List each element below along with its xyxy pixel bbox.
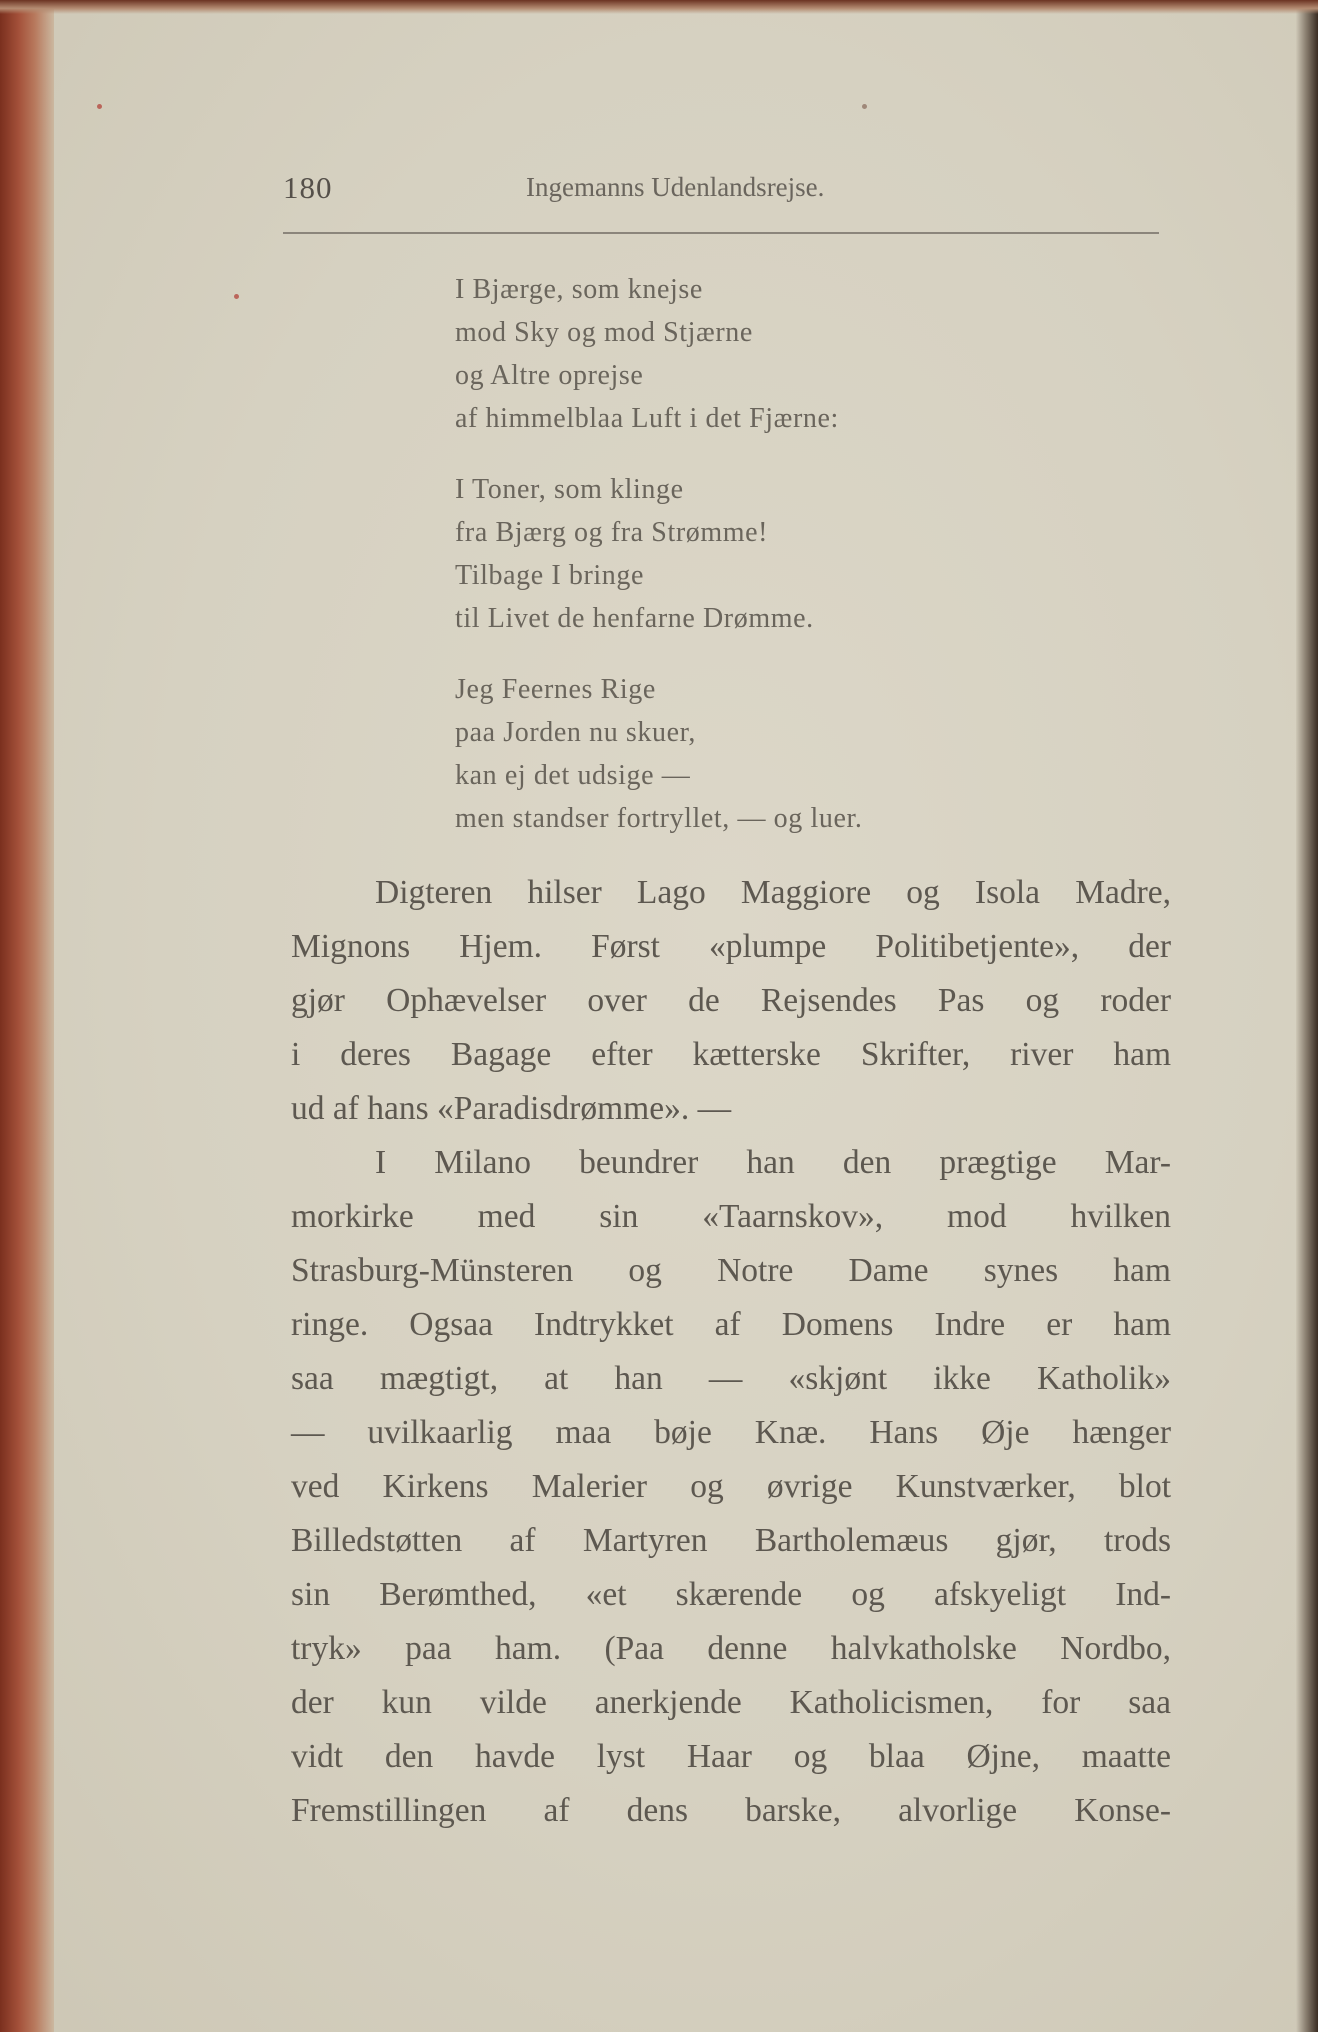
running-head: Ingemanns Udenlandsrejse. <box>526 172 825 202</box>
prose-line: saa mægtigt, at han — «skjønt ikke Katholik» <box>291 1360 1171 1397</box>
prose-line: ud af hans «Paradisdrømme». — <box>291 1090 732 1127</box>
prose-line: ved Kirkens Malerier og øvrige Kunstværker, blot <box>291 1468 1171 1505</box>
poem <box>455 268 1015 868</box>
poem-line: fra Bjærg og fra Strømme! <box>455 517 769 548</box>
prose-line: ringe. Ogsaa Indtrykket af Domens Indre er ham <box>291 1306 1171 1343</box>
prose-line: Digteren hilser Lago Maggiore og Isola Madre, <box>375 874 1171 911</box>
poem-line: Jeg Feernes Rige <box>455 674 656 705</box>
poem-line: til Livet de henfarne Drømme. <box>455 603 814 634</box>
prose-line: der kun vilde anerkjende Katholicismen, for saa <box>291 1684 1171 1721</box>
prose-line: Strasburg-Münsteren og Notre Dame synes ham <box>291 1252 1171 1289</box>
prose-line: vidt den havde lyst Haar og blaa Øjne, maatte <box>291 1738 1171 1775</box>
ink-speck <box>234 294 239 299</box>
poem-line: mod Sky og mod Stjærne <box>455 317 753 348</box>
book-binding-edge <box>0 0 54 2032</box>
poem-line: kan ej det udsige — <box>455 760 691 791</box>
poem-stanza <box>455 668 1015 840</box>
poem-line: af himmelblaa Luft i det Fjærne: <box>455 403 839 434</box>
prose-line: gjør Ophævelser over de Rejsendes Pas og roder <box>291 982 1171 1019</box>
poem-line: og Altre oprejse <box>455 360 644 391</box>
prose-line: Billedstøtten af Martyren Bartholemæus gjør, trods <box>291 1522 1171 1559</box>
poem-line: paa Jorden nu skuer, <box>455 717 697 748</box>
prose-line: Fremstillingen af dens barske, alvorlige Konse- <box>291 1792 1171 1829</box>
prose-line: tryk» paa ham. (Paa denne halvkatholske Nordbo, <box>291 1630 1171 1667</box>
page-number: 180 <box>283 170 333 205</box>
poem-line: Tilbage I bringe <box>455 560 644 591</box>
prose-line: i deres Bagage efter kætterske Skrifter, river ham <box>291 1036 1171 1073</box>
prose-line: — uvilkaarlig maa bøje Knæ. Hans Øje hænger <box>291 1414 1171 1451</box>
page-header <box>283 170 1163 214</box>
prose-line: I Milano beundrer han den prægtige Mar- <box>375 1144 1171 1181</box>
prose-line: morkirke med sin «Taarnskov», mod hvilken <box>291 1198 1171 1235</box>
header-rule <box>283 232 1159 234</box>
poem-stanza <box>455 468 1015 640</box>
poem-line: I Bjærge, som knejse <box>455 274 703 305</box>
poem-stanza <box>455 268 1015 440</box>
prose-line: Mignons Hjem. Først «plumpe Politibetjente», der <box>291 928 1171 965</box>
prose-line: sin Berømthed, «et skærende og afskyeligt Ind- <box>291 1576 1171 1613</box>
page-top-edge <box>0 0 1318 14</box>
poem-line: men standser fortryllet, — og luer. <box>455 803 863 834</box>
poem-line: I Toner, som klinge <box>455 474 684 505</box>
prose-body <box>291 866 1171 1838</box>
ink-speck <box>862 104 867 109</box>
page-right-edge <box>1296 0 1318 2032</box>
ink-speck <box>97 104 102 109</box>
